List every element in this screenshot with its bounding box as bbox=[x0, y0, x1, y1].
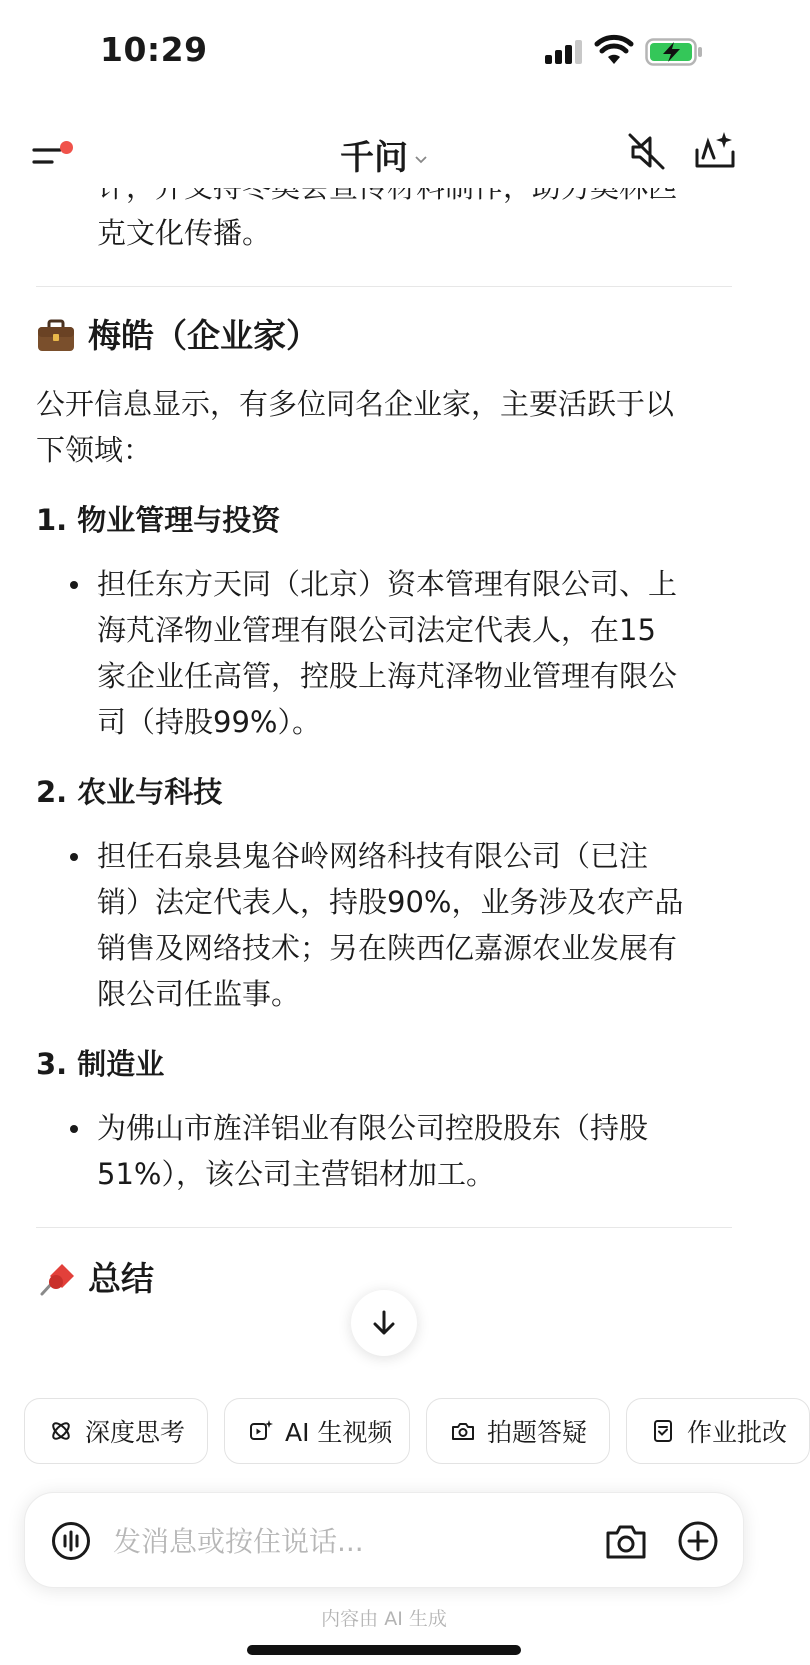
text-line: 销售及网络技术；另在陕西亿嘉源农业发展有 bbox=[97, 931, 678, 965]
summary-title: 总结 bbox=[88, 1259, 154, 1298]
scroll-to-bottom-button[interactable] bbox=[351, 1290, 417, 1356]
home-indicator[interactable] bbox=[247, 1645, 521, 1655]
wifi-icon bbox=[595, 36, 633, 66]
text-line: 海芃泽物业管理有限公司法定代表人，在15 bbox=[97, 613, 656, 647]
section-title: 梅皓（企业家） bbox=[88, 316, 319, 355]
ai-disclaimer: 内容由 AI 生成 bbox=[321, 1608, 447, 1630]
bullet-icon bbox=[70, 1125, 78, 1133]
chip-photo-solve[interactable] bbox=[426, 1398, 610, 1464]
list-heading: 3. 制造业 bbox=[36, 1047, 165, 1081]
add-attachment-button[interactable] bbox=[677, 1520, 719, 1562]
camera-plus-icon bbox=[451, 1419, 475, 1443]
text-line: 家企业任高管，控股上海芃泽物业管理有限公 bbox=[97, 659, 678, 693]
battery-charging-icon bbox=[645, 38, 703, 66]
text-line: 为佛山市旌洋铝业有限公司控股股东（持股 bbox=[97, 1111, 649, 1145]
list-item bbox=[0, 561, 768, 745]
text-line: 担任东方天同（北京）资本管理有限公司、上 bbox=[97, 567, 678, 601]
speaker-muted-icon bbox=[625, 130, 669, 174]
message-input-bar bbox=[24, 1492, 744, 1588]
list-item bbox=[0, 833, 768, 1017]
message-input[interactable]: 发消息或按住说话... bbox=[113, 1525, 364, 1558]
chip-label: AI 生视频 bbox=[285, 1418, 393, 1447]
text-line: 51%），该公司主营铝材加工。 bbox=[97, 1157, 495, 1191]
status-bar bbox=[0, 0, 768, 100]
list-item bbox=[0, 1105, 768, 1197]
video-spark-icon bbox=[249, 1419, 273, 1443]
partial-line-end: 克文化传播。 bbox=[97, 216, 272, 250]
voice-button[interactable] bbox=[51, 1521, 91, 1561]
status-time: 10:29 bbox=[100, 30, 208, 69]
quick-action-chips bbox=[0, 1398, 788, 1466]
section-heading bbox=[0, 313, 768, 359]
text-line: 担任石泉县鬼谷岭网络科技有限公司（已注 bbox=[97, 839, 649, 873]
chip-label: 作业批改 bbox=[687, 1418, 788, 1447]
list-heading: 2. 农业与科技 bbox=[36, 775, 223, 809]
new-chat-button[interactable] bbox=[693, 128, 739, 174]
plus-circle-icon bbox=[677, 1520, 719, 1562]
list-heading: 1. 物业管理与投资 bbox=[36, 503, 281, 537]
chat-content[interactable] bbox=[0, 188, 768, 1376]
chip-label: 深度思考 bbox=[85, 1418, 186, 1447]
bullet-icon bbox=[70, 853, 78, 861]
chip-deep-thinking[interactable] bbox=[24, 1398, 208, 1464]
briefcase-icon bbox=[36, 319, 76, 353]
bullet-icon bbox=[70, 581, 78, 589]
chip-ai-video[interactable] bbox=[224, 1398, 410, 1464]
camera-icon bbox=[605, 1521, 647, 1561]
atom-icon bbox=[49, 1419, 73, 1443]
text-line: 公开信息显示，有多位同名企业家，主要活跃于以 bbox=[36, 387, 675, 421]
text-line: 销）法定代表人，持股90%，业务涉及农产品 bbox=[97, 885, 684, 919]
top-nav-bar bbox=[0, 118, 768, 188]
sparkle-new-chat-icon bbox=[693, 128, 739, 174]
arrow-down-icon bbox=[369, 1308, 399, 1338]
chip-label: 拍题答疑 bbox=[487, 1418, 588, 1447]
chip-homework-review[interactable] bbox=[626, 1398, 810, 1464]
text-line: 司（持股99%）。 bbox=[97, 705, 321, 739]
mute-button[interactable] bbox=[625, 130, 669, 174]
camera-button[interactable] bbox=[605, 1521, 647, 1561]
cellular-signal-icon bbox=[545, 40, 585, 64]
nav-title: 千问 bbox=[340, 138, 408, 178]
document-check-icon bbox=[651, 1419, 675, 1443]
chevron-down-icon bbox=[414, 155, 428, 165]
text-line: 限公司任监事。 bbox=[97, 977, 301, 1011]
intro-paragraph bbox=[0, 381, 768, 473]
text-line: 下领域： bbox=[36, 433, 153, 467]
pushpin-icon bbox=[36, 1262, 76, 1296]
voice-wave-icon bbox=[51, 1521, 91, 1561]
